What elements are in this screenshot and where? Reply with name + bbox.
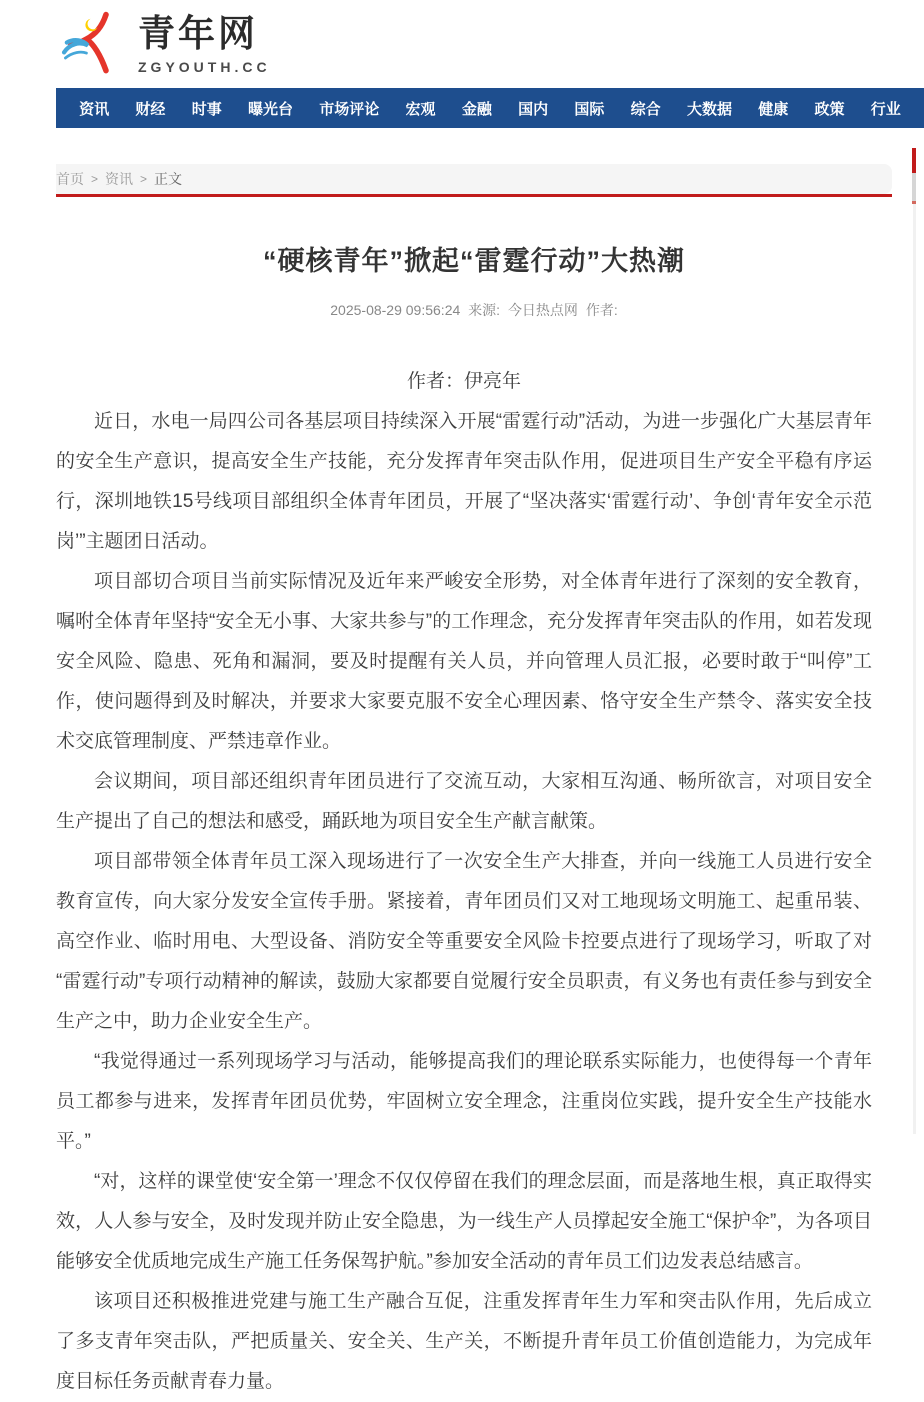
breadcrumb-current: 正文 — [154, 171, 183, 187]
nav-item[interactable]: 市场评论 — [319, 100, 380, 118]
article-byline: 作者：伊亮年 — [406, 371, 521, 392]
article-paragraph: 会议期间，项目部还组织青年团员进行了交流互动，大家相互沟通、畅所欲言，对项目安全生产提出了自己的想法和感受，踊跃地为项目安全生产献言献策。 — [56, 771, 872, 832]
breadcrumb-section-link[interactable]: 资讯 — [105, 171, 134, 187]
article-date: 2025-08-29 09:56:24 — [330, 302, 461, 318]
scrollbar-track[interactable] — [913, 204, 916, 1134]
nav-item[interactable]: 金融 — [461, 100, 492, 118]
nav-item[interactable]: 综合 — [630, 100, 661, 118]
site-logo[interactable] — [56, 9, 271, 79]
article-author-label: 作者: — [585, 302, 618, 318]
breadcrumb — [56, 164, 892, 194]
article-body — [56, 362, 892, 1402]
scrollbar-thumb[interactable] — [912, 148, 916, 173]
breadcrumb-separator: > — [140, 172, 148, 186]
nav-item[interactable]: 宏观 — [405, 100, 436, 118]
nav-item[interactable]: 国内 — [518, 100, 549, 118]
nav-item[interactable]: 大数据 — [686, 100, 732, 118]
nav-item[interactable]: 财经 — [135, 100, 166, 118]
article-paragraphs — [56, 402, 872, 1402]
site-domain: ZGYOUTH.CC — [138, 59, 271, 75]
main-nav — [56, 88, 924, 128]
nav-item[interactable]: 资讯 — [79, 100, 110, 118]
site-name: 青年网 — [138, 13, 258, 54]
scrollbar-segment[interactable] — [912, 173, 916, 201]
article-title: “硬核青年”掀起“雷霆行动”大热潮 — [263, 246, 685, 276]
article — [56, 239, 892, 1402]
nav-item[interactable]: 健康 — [758, 100, 789, 118]
nav-item[interactable]: 国际 — [574, 100, 605, 118]
scrollbar[interactable] — [912, 148, 916, 1134]
logo-figure-icon — [56, 9, 128, 79]
nav-item[interactable]: 行业 — [870, 100, 901, 118]
breadcrumb-home-link[interactable]: 首页 — [56, 171, 84, 187]
article-paragraph: 项目部切合项目当前实际情况及近年来严峻安全形势，对全体青年进行了深刻的安全教育，嘱咐全体青年坚持“安全无小事、大家共参与”的工作理念，充分发挥青年突击队的作用，如若发现安全风险、隐患、死角和漏洞，要及时提醒有关人员，并向管理人员汇报，必要时敢于“叫停”工作，使问题得到及时解决，并要求大家要克服不安全心理因素、恪守安全生产禁令、落实安全技术交底管理制度、严禁违章作业。 — [56, 571, 872, 752]
article-paragraph: “我觉得通过一系列现场学习与活动，能够提高我们的理论联系实际能力，也使得每一个青年员工都参与进来，发挥青年团员优势，牢固树立安全理念，注重岗位实践，提升安全生产技能水平。” — [56, 1051, 872, 1152]
site-header — [0, 0, 924, 88]
logo-text-block — [138, 13, 271, 75]
nav-item[interactable]: 政策 — [814, 100, 845, 118]
breadcrumb-separator: > — [91, 172, 99, 186]
nav-item[interactable]: 时事 — [191, 100, 222, 118]
nav-item[interactable]: 曝光台 — [247, 100, 293, 118]
article-paragraph: 近日，水电一局四公司各基层项目持续深入开展“雷霆行动”活动，为进一步强化广大基层青年的安全生产意识，提高安全生产技能，充分发挥青年突击队作用，促进项目生产安全平稳有序运行，深圳地铁15号线项目部组织全体青年团员，开展了“坚决落实‘雷霆行动’、争创‘青年安全示范岗’”主题团日活动。 — [56, 411, 872, 552]
article-paragraph: 该项目还积极推进党建与施工生产融合互促，注重发挥青年生力军和突击队作用，先后成立了多支青年突击队，严把质量关、安全关、生产关，不断提升青年员工价值创造能力，为完成年度目标任务贡献青春力量。 — [56, 1291, 872, 1392]
article-paragraph: 项目部带领全体青年员工深入现场进行了一次安全生产大排查，并向一线施工人员进行安全教育宣传，向大家分发安全宣传手册。紧接着，青年团员们又对工地现场文明施工、起重吊装、高空作业、临时用电、大型设备、消防安全等重要安全风险卡控要点进行了现场学习，听取了对“雷霆行动”专项行动精神的解读，鼓励大家都要自觉履行安全员职责，有义务也有责任参与到安全生产之中，助力企业安全生产。 — [56, 851, 872, 1032]
article-source: 今日热点网 — [507, 302, 578, 318]
red-divider-line — [56, 194, 892, 197]
article-source-label: 来源: — [468, 302, 501, 318]
article-paragraph: “对，这样的课堂使‘安全第一’理念不仅仅停留在我们的理念层面，而是落地生根，真正取得实效，人人参与安全，及时发现并防止安全隐患，为一线生产人员撑起安全施工“保护伞”，为各项目能够安全优质地完成生产施工任务保驾护航。”参加安全活动的青年员工们边发表总结感言。 — [56, 1171, 872, 1272]
article-meta — [56, 300, 892, 320]
